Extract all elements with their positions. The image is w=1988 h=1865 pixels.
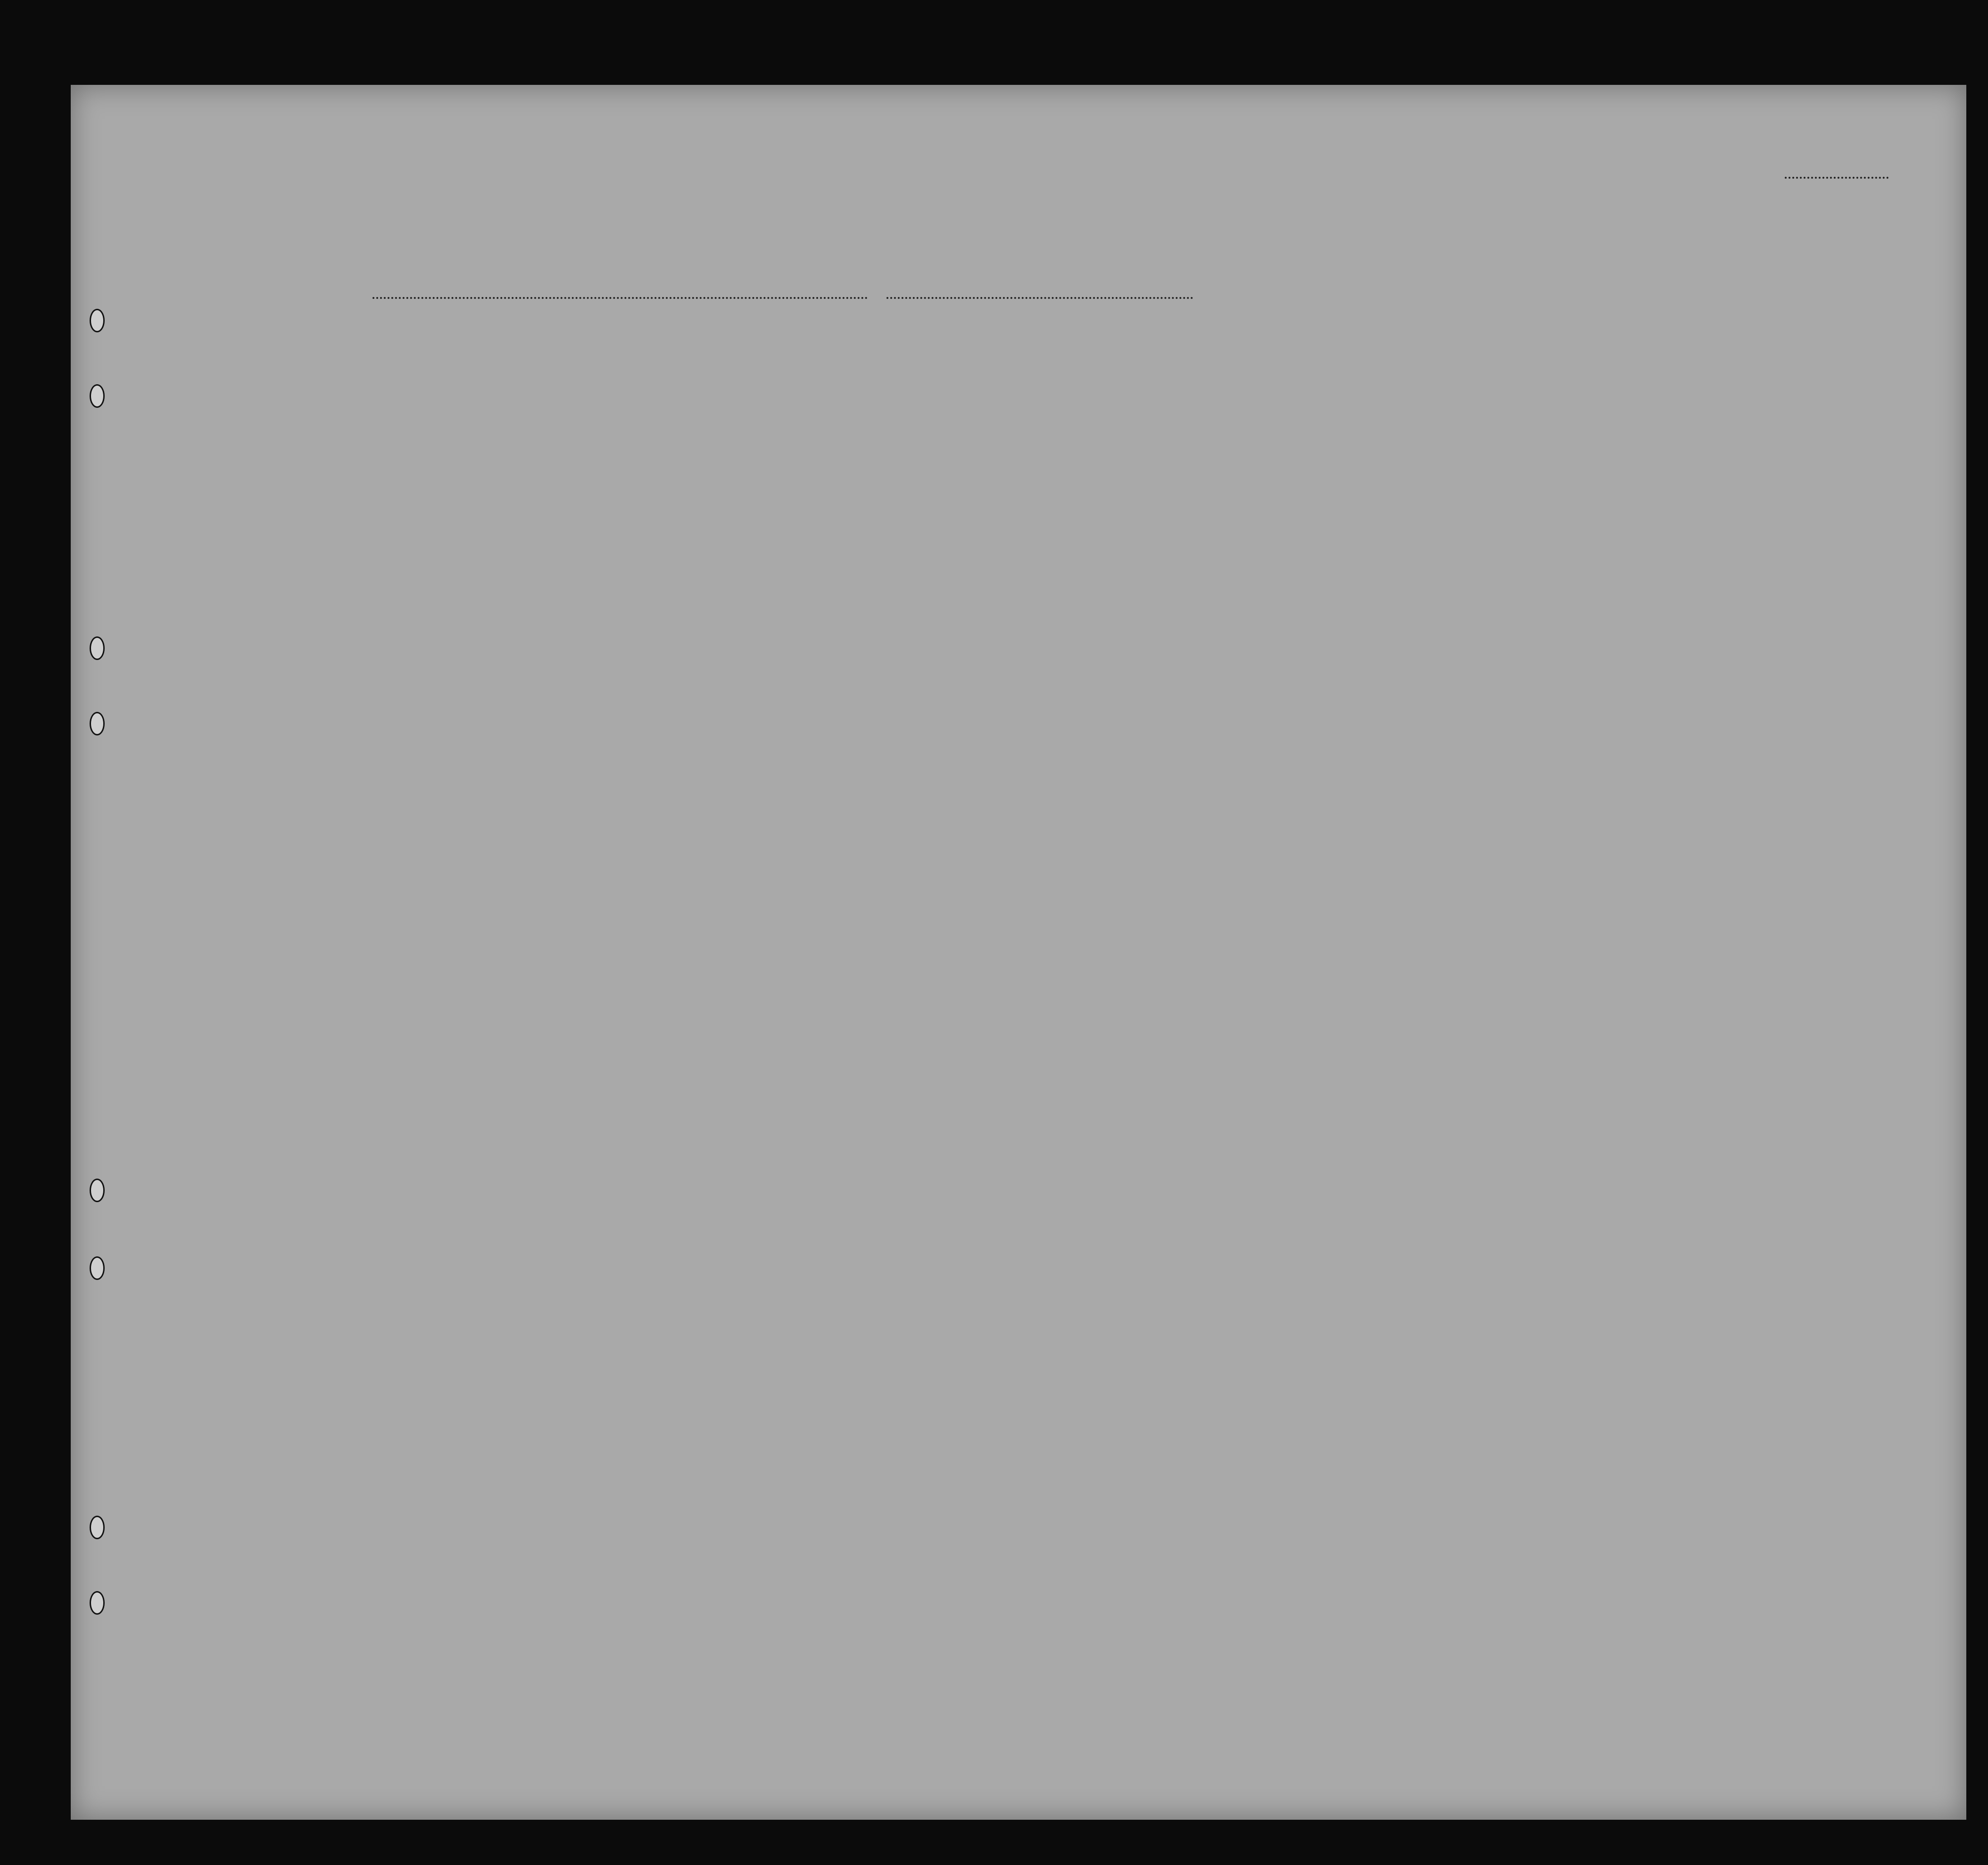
header-feet bbox=[1627, 460, 1641, 493]
binding-hole bbox=[90, 636, 105, 660]
binding-hole bbox=[90, 712, 105, 735]
header-excluded bbox=[1469, 372, 1492, 486]
binding-hole bbox=[90, 309, 105, 332]
header-purpose-length bbox=[1207, 391, 1233, 486]
header-prison bbox=[1271, 368, 1304, 486]
header-ticket bbox=[604, 394, 622, 488]
header-labor-offer bbox=[1431, 368, 1464, 486]
binding-hole bbox=[90, 1591, 105, 1615]
binding-hole bbox=[90, 384, 105, 408]
date-line bbox=[886, 297, 1193, 299]
binding-hole bbox=[90, 1516, 105, 1539]
header-polygamist bbox=[1316, 372, 1330, 486]
header-inches bbox=[1653, 453, 1667, 493]
header-anarchist bbox=[1349, 372, 1363, 486]
header-purpose-citizen bbox=[1238, 391, 1264, 486]
header-fifty-dollars bbox=[721, 368, 754, 486]
header-overthrow bbox=[1377, 368, 1424, 486]
port-line bbox=[373, 297, 868, 299]
binding-hole bbox=[90, 1179, 105, 1202]
binding-hole bbox=[90, 1256, 105, 1280]
header-purpose-return bbox=[1174, 391, 1202, 486]
list-number-line bbox=[1785, 177, 1889, 179]
header-arrested bbox=[1497, 372, 1521, 486]
manifest-sheet bbox=[71, 85, 1966, 1820]
